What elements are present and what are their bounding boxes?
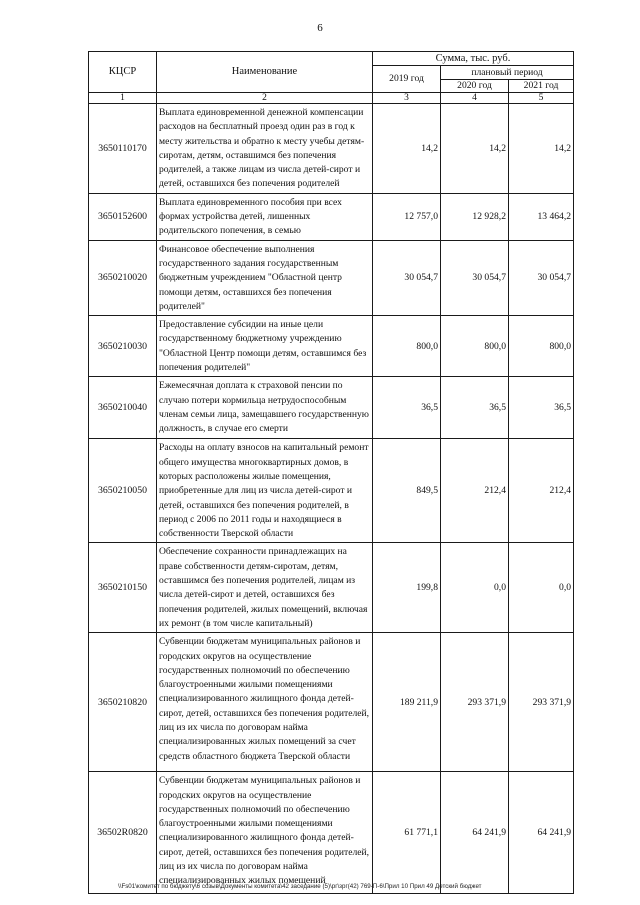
row-value-2021: 800,0	[509, 316, 574, 377]
row-name: Финансовое обеспечение выполнения государственного задания государственным бюджетным учреждением "Областной центр помощи детям, оставшихся без попечения родителей"	[157, 240, 373, 315]
row-name: Расходы на оплату взносов на капитальный ремонт общего имущества многоквартирных домов, в которых расположены жилые помещения, приобретенные для лиц из числа детей-сирот и детей, оставшихся без попечения родителей, в период с 2006 по 2011 годы и находящиеся в собственности Тверской области	[157, 439, 373, 543]
row-code: 3650210820	[89, 633, 157, 772]
row-value-2019: 14,2	[373, 104, 441, 194]
row-value-2020: 293 371,9	[441, 633, 509, 772]
row-value-2020: 30 054,7	[441, 240, 509, 315]
row-value-2021: 36,5	[509, 377, 574, 439]
row-value-2019: 189 211,9	[373, 633, 441, 772]
row-code: 3650210040	[89, 377, 157, 439]
table-row	[89, 316, 574, 377]
header-code: КЦСР	[89, 52, 157, 93]
column-number: 5	[509, 93, 574, 104]
header-year-2019: 2019 год	[373, 66, 441, 93]
table-row	[89, 377, 574, 439]
row-code: 3650210030	[89, 316, 157, 377]
header-sum: Сумма, тыс. руб.	[373, 52, 574, 66]
row-name: Выплата единовременного пособия при всех формах устройства детей, лишенных родительского попечения, в семью	[157, 193, 373, 240]
row-value-2019: 800,0	[373, 316, 441, 377]
row-value-2021: 293 371,9	[509, 633, 574, 772]
row-name: Субвенции бюджетам муниципальных районов и городских округов на осуществление государственных полномочий по обеспечению благоустроенными жилыми помещениями специализированного жилищного фонда детей-сирот, детей, оставшихся без попечения родителей, лиц из их числа по договорам найма специализированных жилых помещений	[157, 772, 373, 894]
row-value-2020: 36,5	[441, 377, 509, 439]
row-value-2020: 12 928,2	[441, 193, 509, 240]
row-value-2020: 800,0	[441, 316, 509, 377]
table-row	[89, 240, 574, 315]
row-name: Субвенции бюджетам муниципальных районов и городских округов на осуществление государственных полномочий по обеспечению благоустроенными жилыми помещениями специализированного жилищного фонда детей-сирот, детей, оставшихся без попечения родителей, лиц из их числа по договорам найма специализированных жилых помещений за счет средств областного бюджета Тверской области	[157, 633, 373, 772]
row-value-2020: 0,0	[441, 543, 509, 633]
row-value-2021: 30 054,7	[509, 240, 574, 315]
column-number: 3	[373, 93, 441, 104]
row-value-2021: 13 464,2	[509, 193, 574, 240]
column-number: 1	[89, 93, 157, 104]
table-row	[89, 104, 574, 194]
row-value-2020: 212,4	[441, 439, 509, 543]
table-row	[89, 633, 574, 772]
row-value-2019: 12 757,0	[373, 193, 441, 240]
row-value-2019: 61 771,1	[373, 772, 441, 894]
row-name: Выплата единовременной денежной компенсации расходов на бесплатный проезд один раз в год к месту жительства и обратно к месту учебы детям-сиротам, детям, оставшимся без попечения родителей, а также лицам из числа детей-сирот и детей, оставшихся без попечения родителей	[157, 104, 373, 194]
header-year-2021: 2021 год	[509, 80, 574, 93]
table-row	[89, 193, 574, 240]
column-number: 2	[157, 93, 373, 104]
row-code: 3650152600	[89, 193, 157, 240]
row-name: Обеспечение сохранности принадлежащих на праве собственности детям-сиротам, детям, оставшимся без попечения родителей, лицам из числа детей-сирот и детей, оставшихся без попечения родителей, жилых помещений, включая их ремонт (в том числе капитальный)	[157, 543, 373, 633]
row-value-2020: 64 241,9	[441, 772, 509, 894]
table-row	[89, 543, 574, 633]
table-row	[89, 772, 574, 894]
row-name: Предоставление субсидии на иные цели государственному бюджетному учреждению "Областной Центр помощи детям, оставшимся без попечения родителей"	[157, 316, 373, 377]
row-value-2019: 36,5	[373, 377, 441, 439]
row-code: 3650110170	[89, 104, 157, 194]
row-value-2020: 14,2	[441, 104, 509, 194]
row-value-2019: 199,8	[373, 543, 441, 633]
row-value-2021: 212,4	[509, 439, 574, 543]
row-code: 3650210150	[89, 543, 157, 633]
header-year-2020: 2020 год	[441, 80, 509, 93]
row-code: 3650210020	[89, 240, 157, 315]
row-value-2021: 64 241,9	[509, 772, 574, 894]
footer-file-path: \\Fs01\комитет по бюджету\6 созыв\Документы комитета\42 заседание (5)\рг\зрг(42) 769-П-6\Прил 10 Прил 49 Детский бюджет	[118, 883, 482, 890]
header-name: Наименование	[157, 52, 373, 93]
budget-table	[88, 51, 574, 894]
page-number: 6	[317, 22, 323, 34]
row-value-2019: 849,5	[373, 439, 441, 543]
row-value-2021: 14,2	[509, 104, 574, 194]
row-value-2021: 0,0	[509, 543, 574, 633]
table-row	[89, 439, 574, 543]
header-planned-period: плановый период	[441, 66, 574, 80]
column-number: 4	[441, 93, 509, 104]
row-value-2019: 30 054,7	[373, 240, 441, 315]
row-code: 3650210050	[89, 439, 157, 543]
row-code: 36502R0820	[89, 772, 157, 894]
row-name: Ежемесячная доплата к страховой пенсии по случаю потери кормильца нетрудоспособным членам семьи лица, замещавшего государственную должность, в случае его смерти	[157, 377, 373, 439]
